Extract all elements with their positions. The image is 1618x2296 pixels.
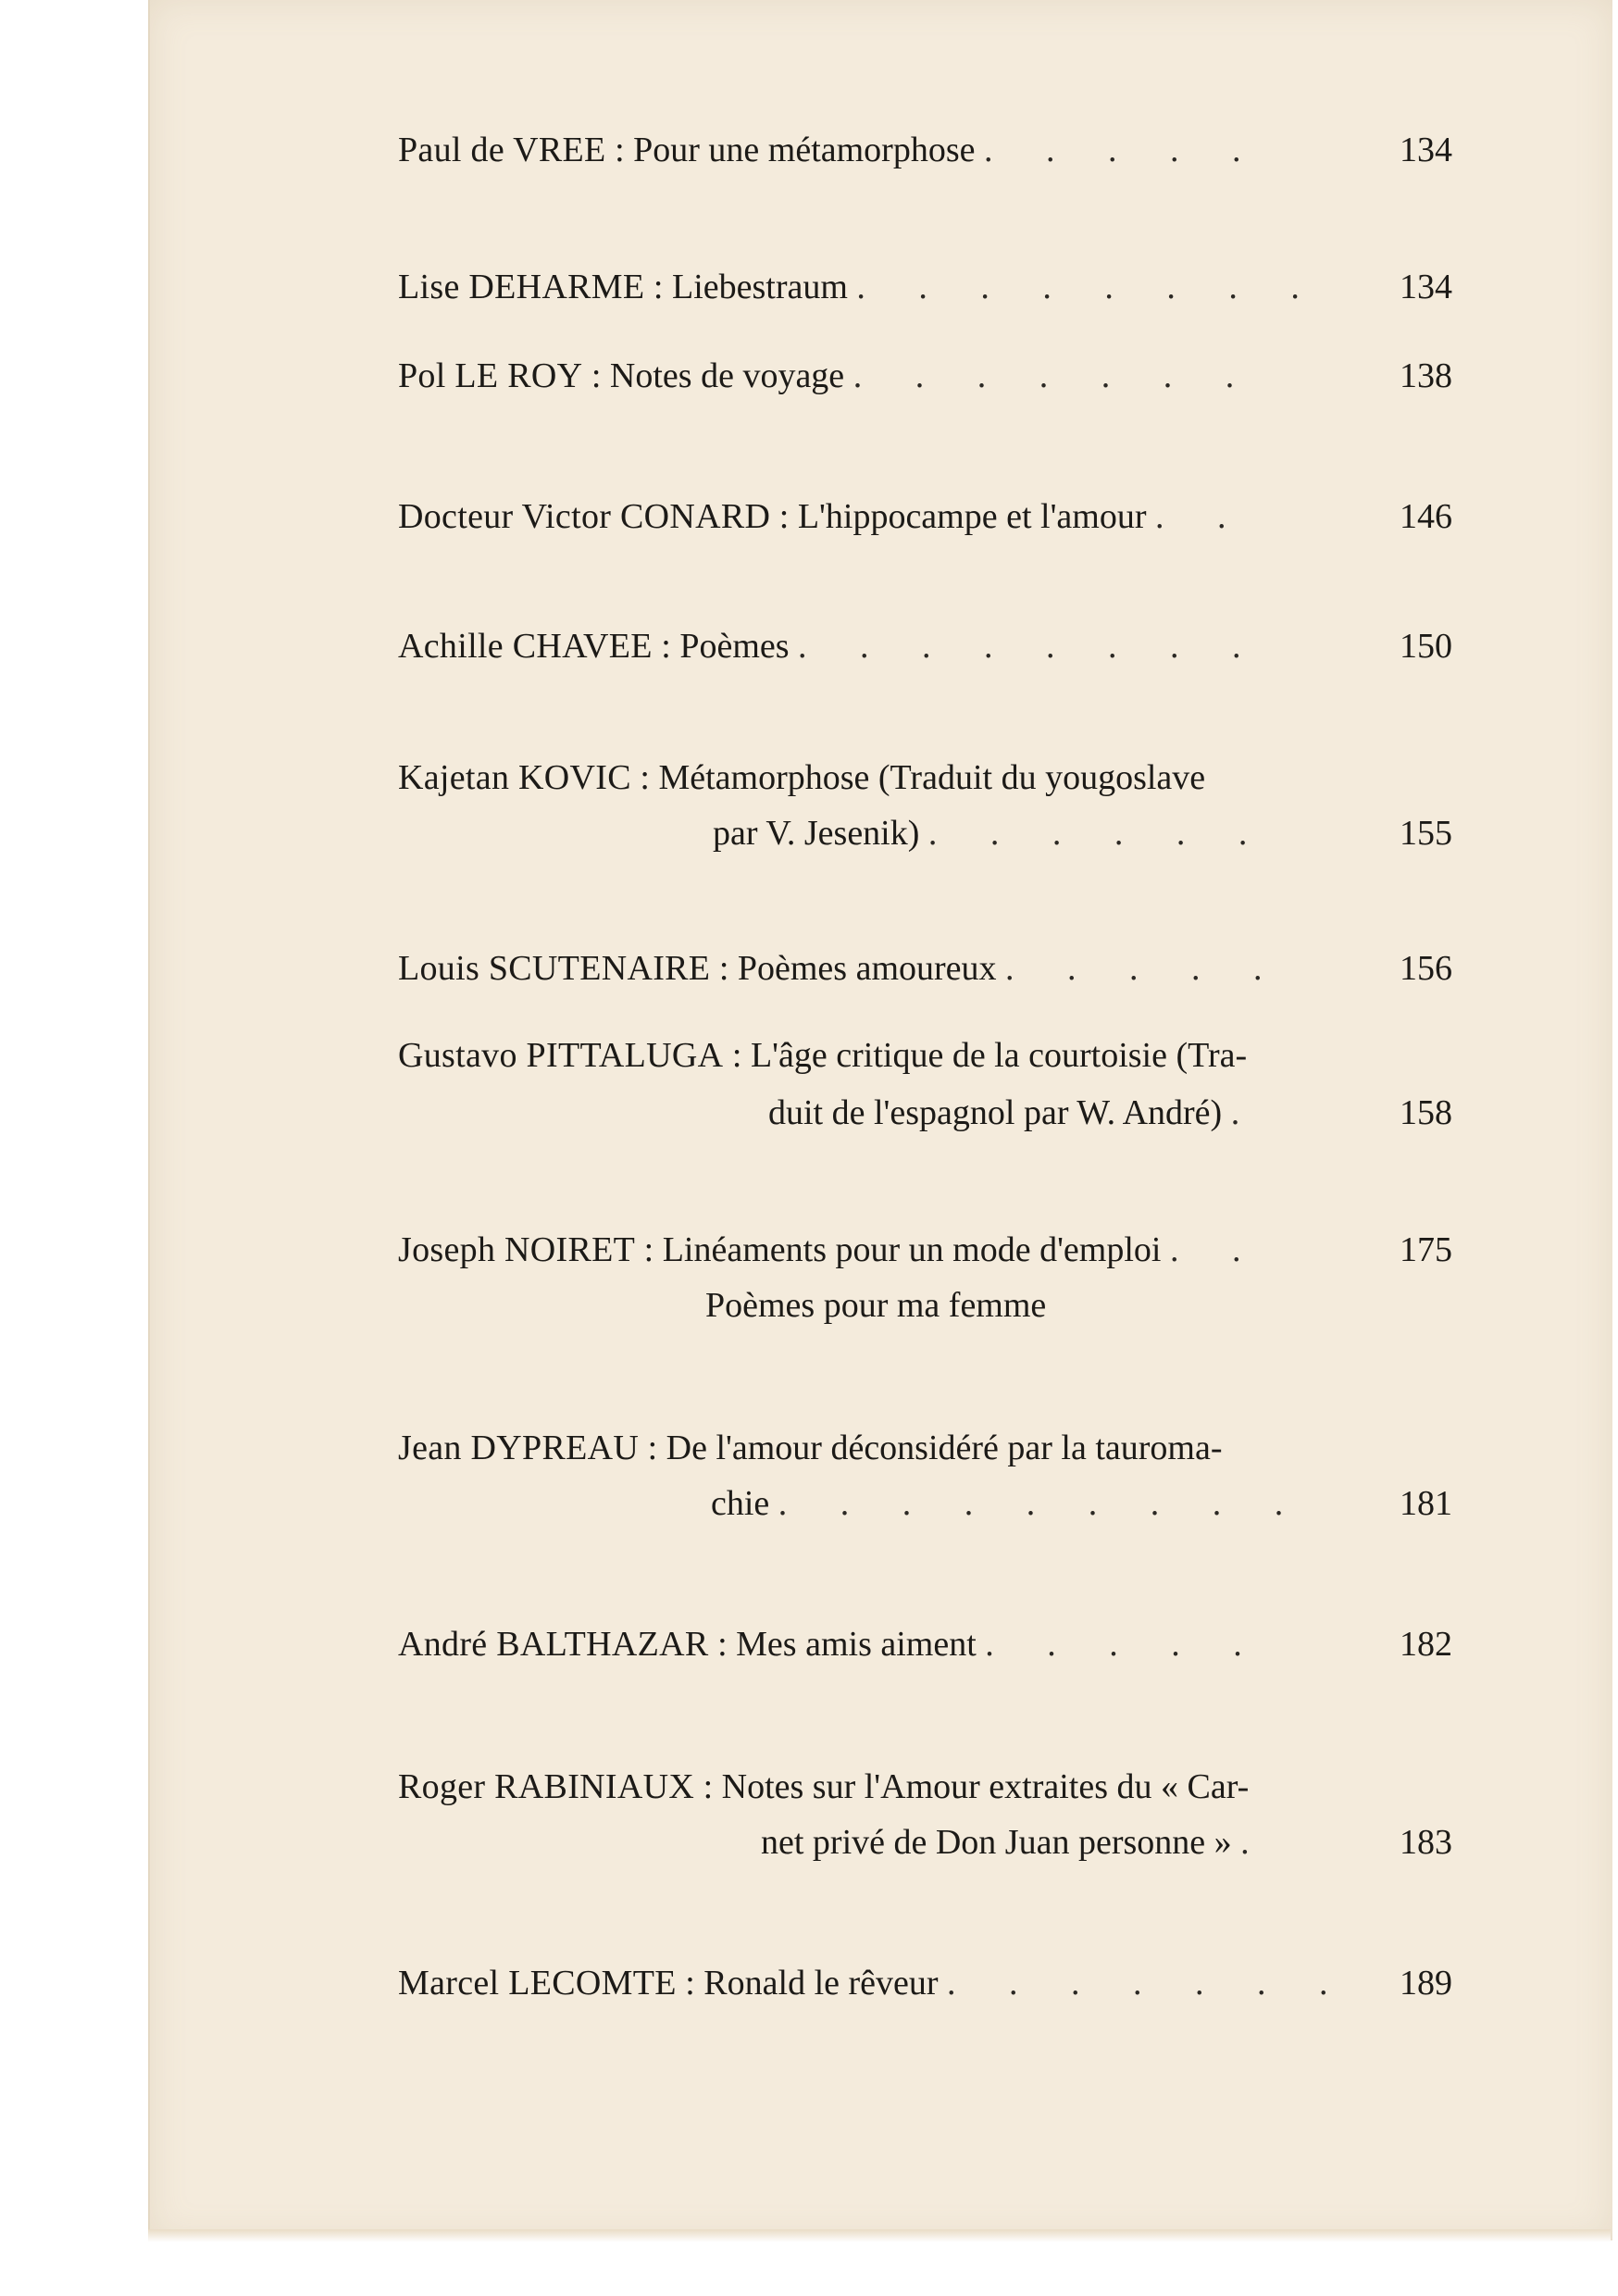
toc-entry-line: Jean DYPREAU : De l'amour déconsidéré par la tauroma-: [398, 1429, 1223, 1467]
toc-author: André BALTHAZAR: [398, 1625, 709, 1664]
toc-title: Pour une métamorphose: [633, 131, 976, 169]
toc-title: Poèmes: [679, 627, 790, 666]
toc-leader-dots: . . . . . . . .: [798, 627, 1263, 666]
toc-entry-continuation: [713, 813, 1269, 854]
toc-entry-line: Achille CHAVEE : Poèmes . . . . . . . .: [398, 627, 1263, 666]
toc-author: Paul de VREE: [398, 131, 606, 169]
paper-edge: [148, 2229, 1611, 2242]
toc-page-number: 134: [1400, 268, 1452, 306]
toc-author: Docteur Victor CONARD: [398, 497, 771, 536]
toc-page-number: 189: [1400, 1964, 1452, 2003]
toc-page-number: 146: [1400, 497, 1452, 536]
toc-leader-dots: . . . . . . .: [947, 1964, 1350, 2003]
toc-title: Notes de voyage: [609, 356, 845, 395]
toc-author: Achille CHAVEE: [398, 627, 653, 666]
toc-leader-dots: .: [1230, 1093, 1263, 1132]
toc-title: L'hippocampe et l'amour: [797, 497, 1147, 536]
toc-title: Mes amis aiment: [736, 1625, 977, 1664]
toc-entry-line: Lise DEHARME : Liebestraum . . . . . . . .: [398, 268, 1322, 306]
toc-entry-line: Docteur Victor CONARD : L'hippocampe et l'amour . .: [398, 497, 1249, 536]
toc-entry-continuation: [711, 1483, 1305, 1524]
toc-author: Jean DYPREAU: [398, 1429, 640, 1467]
toc-leader-dots: . . . . . . . .: [856, 268, 1322, 306]
toc-title: Poèmes amoureux: [737, 949, 997, 988]
toc-author: Joseph NOIRET: [398, 1230, 636, 1269]
toc-title: Linéaments pour un mode d'emploi: [662, 1230, 1162, 1269]
toc-author: Marcel LECOMTE: [398, 1964, 677, 2003]
toc-title-continuation: Poèmes pour ma femme: [705, 1286, 1047, 1325]
toc-leader-dots: . . . . .: [985, 1625, 1264, 1664]
toc-author: Pol LE ROY: [398, 356, 583, 395]
toc-title-continuation: chie: [711, 1484, 770, 1523]
toc-title-continuation: duit de l'espagnol par W. André): [768, 1093, 1223, 1132]
toc-title: De l'amour déconsidéré par la tauroma-: [666, 1429, 1223, 1467]
toc-entry-continuation: [768, 1092, 1262, 1133]
toc-entry-line: Paul de VREE : Pour une métamorphose . . . . .: [398, 131, 1263, 169]
toc-title: L'âge critique de la courtoisie (Tra-: [750, 1036, 1248, 1075]
toc-leader-dots: . . . . . . . . .: [778, 1484, 1306, 1523]
toc-author: Lise DEHARME: [398, 268, 645, 306]
toc-page-number: 155: [1400, 814, 1452, 853]
toc-title-continuation: net privé de Don Juan personne »: [761, 1823, 1232, 1862]
toc-title: Liebestraum: [671, 268, 848, 306]
toc-page-number: 150: [1400, 627, 1452, 666]
toc-page-number: 175: [1400, 1230, 1452, 1269]
toc-leader-dots: .: [1240, 1823, 1272, 1862]
toc-author: Louis SCUTENAIRE: [398, 949, 711, 988]
toc-title: Métamorphose (Traduit du yougoslave: [658, 758, 1206, 797]
toc-title: Ronald le rêveur: [703, 1964, 939, 2003]
toc-leader-dots: . . . . .: [984, 131, 1263, 169]
toc-leader-dots: . . . . .: [1005, 949, 1285, 988]
toc-page-number: 134: [1400, 131, 1452, 169]
toc-author: Kajetan KOVIC: [398, 758, 631, 797]
toc-entry-line: André BALTHAZAR : Mes amis aiment . . . . .: [398, 1625, 1264, 1664]
toc-leader-dots: . .: [1155, 497, 1249, 536]
toc-page-number: 181: [1400, 1484, 1452, 1523]
toc-entry-line: Louis SCUTENAIRE : Poèmes amoureux . . . . .: [398, 949, 1285, 988]
toc-entry-continuation: [705, 1285, 1046, 1326]
toc-page-number: 183: [1400, 1823, 1452, 1862]
toc-author: Gustavo PITTALUGA: [398, 1036, 724, 1075]
toc-page-number: 156: [1400, 949, 1452, 988]
toc-entry-line: Gustavo PITTALUGA : L'âge critique de la courtoisie (Tra-: [398, 1036, 1248, 1075]
toc-page-number: 182: [1400, 1625, 1452, 1664]
toc-title: Notes sur l'Amour extraites du « Car-: [721, 1767, 1250, 1806]
toc-page-number: 158: [1400, 1093, 1452, 1132]
toc-entry-continuation: [761, 1822, 1272, 1863]
toc-leader-dots: . . . . . . .: [853, 356, 1257, 395]
toc-leader-dots: . . . . . .: [927, 814, 1270, 853]
toc-entry-line: Pol LE ROY : Notes de voyage . . . . . . .: [398, 356, 1257, 395]
toc-leader-dots: . .: [1169, 1230, 1263, 1269]
toc-author: Roger RABINIAUX: [398, 1767, 695, 1806]
toc-title-continuation: par V. Jesenik): [713, 814, 920, 853]
toc-entry-line: Roger RABINIAUX : Notes sur l'Amour extraites du « Car-: [398, 1767, 1250, 1806]
toc-page-number: 138: [1400, 356, 1452, 395]
toc-entry-line: Marcel LECOMTE : Ronald le rêveur . . . . . . .: [398, 1964, 1350, 2003]
toc-entry-line: Kajetan KOVIC : Métamorphose (Traduit du yougoslave: [398, 758, 1206, 797]
toc-entry-line: Joseph NOIRET : Linéaments pour un mode d'emploi . .: [398, 1230, 1263, 1269]
